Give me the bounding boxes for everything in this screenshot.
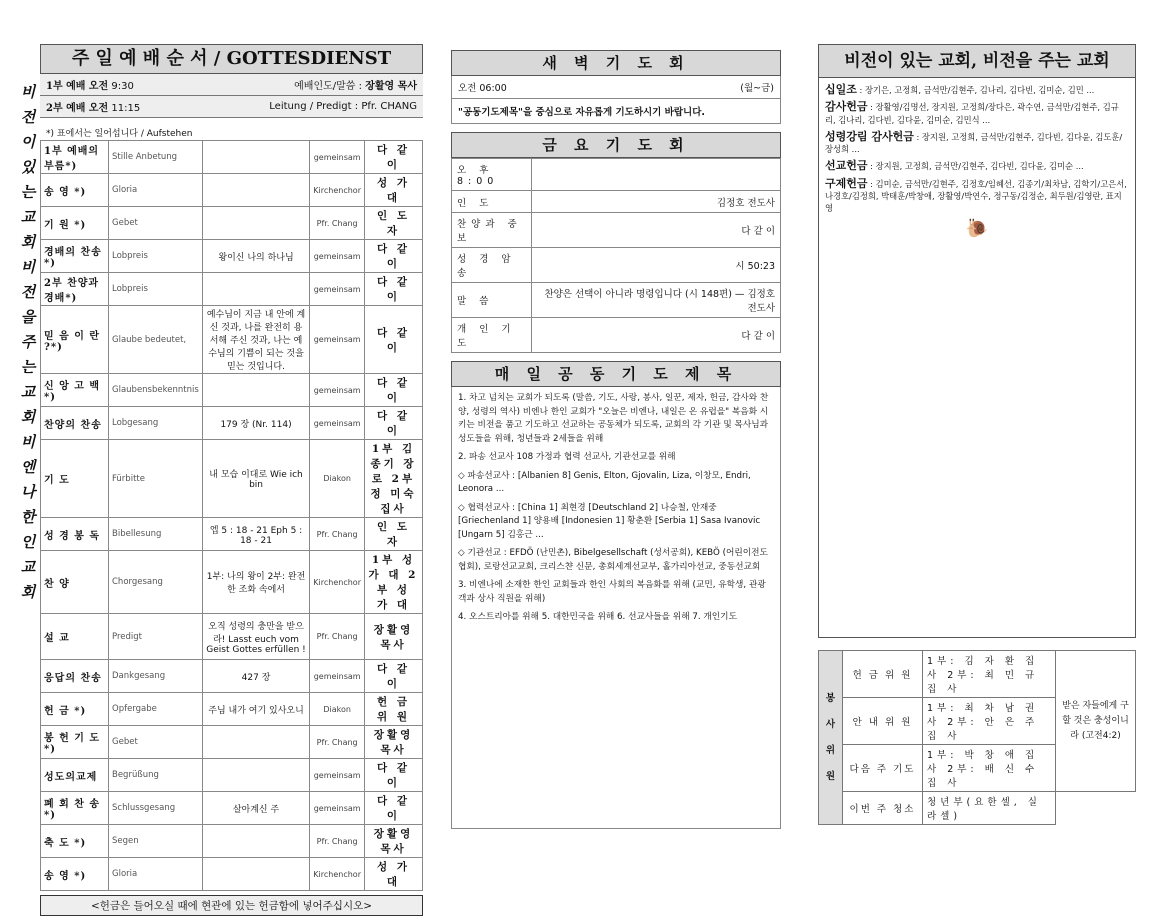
duty-verse: 받은 자들에게 구할 것은 충성이니라 (고전4:2) [1056,651,1136,792]
order-item-leader: 성 가 대 [365,858,423,891]
friday-row [452,159,781,191]
order-item-leader: 다 같 이 [365,660,423,693]
order-item-detail [202,374,310,407]
friday-row [452,248,781,283]
duty-role: 이번 주 청소 [843,792,923,825]
order-item-leader: 장활영목사 [365,825,423,858]
order-item-ko: 축 도 *) [41,825,109,858]
vertical-char: 비 [20,83,36,101]
order-item-de: Predigt [109,614,203,660]
order-item-de: Glaube bedeutet, [109,306,203,374]
vertical-char: 교 [20,208,36,226]
offerings-column [818,44,1136,825]
order-item-ko: 1부 예배의부름*) [41,141,109,174]
order-item-role: Pfr. Chang [310,518,365,551]
order-item-leader: 다 같 이 [365,759,423,792]
order-item-role: Pfr. Chang [310,614,365,660]
friday-value: 다 같 이 [532,318,781,353]
vertical-char: 나 [20,483,36,501]
prayer-topic: ◇ 파송선교사 : [Albanien 8] Genis, Elton, Gjovalin, Liza, 이창모, Endri, Leonora ... [458,470,751,494]
order-item-leader: 헌 금 위 원 [365,693,423,726]
order-item-role: gemeinsam [310,407,365,440]
dawn-note: "공동기도제목"을 중심으로 자유롭게 기도하시기 바랍니다. [451,99,781,124]
order-item-ko: 신 앙 고 백 *) [41,374,109,407]
offering-type: 십일조 [825,83,857,96]
duty-row [819,651,1136,698]
order-item-leader: 인 도 자 [365,518,423,551]
order-item-role: Kirchenchor [310,551,365,614]
duty-person: 1부: 김 자 환 집 사 2부: 최 민 규 집 사 [923,651,1056,698]
order-item-leader: 다 같 이 [365,306,423,374]
order-item-role: gemeinsam [310,273,365,306]
order-item-leader: 다 같 이 [365,240,423,273]
order-item-detail: 1부: 나의 왕이 2부: 완전한 조화 속에서 [202,551,310,614]
vertical-char: 비 [20,433,36,451]
order-item-role: Pfr. Chang [310,207,365,240]
offering-names: : 장기은, 고정희, 금석만/김현주, 김나리, 김다빈, 김미순, 김민 ... [856,85,1095,95]
worship-order-title: 주 일 예 배 순 서 / GOTTESDIENST [40,44,423,74]
order-table [40,140,423,891]
order-item-ko: 성도의교제 [41,759,109,792]
friday-value: 다 같 이 [532,213,781,248]
order-row [41,440,423,518]
offering-entry [825,131,1129,156]
order-item-de: Gebet [109,726,203,759]
order-item-role: gemeinsam [310,660,365,693]
snail-icon: 🐌 [965,217,989,239]
order-item-role: gemeinsam [310,759,365,792]
offering-entry [825,160,1129,172]
friday-row [452,191,781,213]
friday-item: 오 후 8:00 [452,159,532,191]
order-row [41,614,423,660]
offering-names: : 김미순, 금석만/김현주, 김정호/임혜선, 김종기/최차남, 김학기/고은서, 나경호/김정희, 박태훈/박창애, 장활영/박연수, 정구동/김정순, 최두원/김영란, 표지영 [825,178,1127,214]
order-item-detail: 왕이신 나의 하나님 [202,240,310,273]
order-item-ko: 경배의 찬송 *) [41,240,109,273]
vertical-char: 을 [20,308,36,326]
order-row [41,273,423,306]
vision-title: 비전이 있는 교회, 비전을 주는 교회 [818,44,1136,78]
offering-entry [825,84,1129,96]
vertical-char: 엔 [20,458,36,476]
friday-value: 찬양은 선택이 아니라 명령입니다 (시 148편) — 김정호 전도사 [532,283,781,318]
order-row [41,407,423,440]
order-item-ko: 기 원 *) [41,207,109,240]
order-row [41,660,423,693]
vertical-char: 교 [20,383,36,401]
duty-table [818,650,1136,825]
order-row [41,825,423,858]
offering-type: 감사헌금 [825,100,868,114]
duty-role: 다음 주 기도 [843,745,923,792]
vertical-char: 있 [20,158,36,176]
order-item-ko: 찬양의 찬송 [41,407,109,440]
friday-value: 김정호 전도사 [532,191,781,213]
order-item-ko: 설 교 [41,614,109,660]
order-item-ko: 송 영 *) [41,858,109,891]
order-item-de: Lobpreis [109,273,203,306]
dawn-prayer-title: 새 벽 기 도 회 [451,50,781,76]
order-item-detail [202,207,310,240]
vertical-char: 회 [20,408,36,426]
order-item-leader: 다 같 이 [365,407,423,440]
duty-side-label: 봉사위원 [819,651,843,825]
offering-names: : 장지원, 고정희, 금석만/김현주, 김다빈, 김다윤, 김미순 ... [867,161,1084,172]
offering-note: <헌금은 들어오실 때에 현관에 있는 헌금함에 넣어주십시오> [40,895,423,916]
offering-type: 구제헌금 [825,176,868,190]
offering-entry [825,101,1129,126]
order-row [41,141,423,174]
order-item-de: Glaubensbekenntnis [109,374,203,407]
order-row [41,207,423,240]
vertical-char: 회 [20,583,36,601]
prayer-topic: 2. 파송 선교사 108 가정과 협력 선교사, 기관선교를 위해 [458,452,676,462]
vertical-char: 교 [20,558,36,576]
order-item-de: Begrüßung [109,759,203,792]
order-item-leader: 다 같 이 [365,374,423,407]
order-item-ko: 응답의 찬송 [41,660,109,693]
friday-item: 인 도 [452,191,532,213]
duty-person: 1부: 박 창 애 집 사 2부: 배 신 수 집 사 [923,745,1056,792]
order-item-detail: 179 장 (Nr. 114) [202,407,310,440]
order-item-leader: 다 같 이 [365,273,423,306]
service-2: 2부 예배 오전 11:15 Leitung / Predigt : Pfr. CHANG [40,96,423,118]
order-item-de: Gloria [109,858,203,891]
order-item-leader: 다 같 이 [365,792,423,825]
order-item-de: Schlussgesang [109,792,203,825]
offering-type: 선교헌금 [825,159,868,173]
vertical-char: 는 [20,183,36,201]
order-item-role: Kirchenchor [310,858,365,891]
prayer-column [451,50,781,829]
friday-row [452,283,781,318]
order-row [41,174,423,207]
offering-names: : 장활영/김명선, 장지원, 고정희/장다은, 곽수연, 금석만/김현주, 김규리, 김나리, 김다빈, 김다윤, 김미순, 김민식 ... [825,102,1119,125]
order-row [41,306,423,374]
vertical-char: 회 [20,233,36,251]
duty-person: 청년부(요한셀, 실라셀) [923,792,1056,825]
order-item-leader: 장활영목사 [365,726,423,759]
prayer-topics-title: 매 일 공 동 기 도 제 목 [451,361,781,387]
duty-role: 헌 금 위 원 [843,651,923,698]
offering-names: : 장지원, 고정희, 금석만/김현주, 김다빈, 김다윤, 김도훈/장성희 ... [825,131,1123,155]
order-item-detail: 살아계신 주 [202,792,310,825]
vertical-char: 주 [20,333,36,351]
order-item-ko: 헌 금 *) [41,693,109,726]
order-item-role: Pfr. Chang [310,825,365,858]
vertical-char: 전 [20,283,36,301]
friday-value: 시 50:23 [532,248,781,283]
order-item-leader: 성 가 대 [365,174,423,207]
duty-role: 안 내 위 원 [843,698,923,745]
service-1: 1부 예배 오전 9:30 예배인도/말씀 : 장활영 목사 [40,74,423,96]
order-item-de: Bibellesung [109,518,203,551]
offering-type: 성령강림 감사헌금 [825,129,914,143]
prayer-topic: ◇ 협력선교사 : [China 1] 최현경 [Deutschland 2] 나승철, 안재중 [Griechenland 1] 양용배 [Indonesien 1] 황춘환 [Serbia 1] Sasa Ivanovic [Ungarn 5] 김홍근 ... [458,502,761,540]
order-item-role: Diakon [310,440,365,518]
order-item-ko: 폐 회 찬 송 *) [41,792,109,825]
order-item-detail: 엡 5 : 18 - 21 Eph 5 : 18 - 21 [202,518,310,551]
order-item-de: Lobpreis [109,240,203,273]
vertical-char: 인 [20,533,36,551]
vertical-char: 전 [20,108,36,126]
order-item-de: Gebet [109,207,203,240]
vertical-motto [18,80,38,605]
order-item-role: gemeinsam [310,374,365,407]
order-item-leader: 장활영목사 [365,614,423,660]
prayer-topic: ◇ 기관선교 : EFDÖ (난민촌), Bibelgesellschaft (성서공회), KEBÖ (어린이전도협회), 로랑선교교회, 크리스챤 신문, 총회세계선교부, 홀가리아선교, 중동선교회 [458,548,768,572]
order-item-role: Kirchenchor [310,174,365,207]
order-item-detail: 내 모습 이대로 Wie ich bin [202,440,310,518]
order-item-role: Diakon [310,693,365,726]
friday-row [452,318,781,353]
order-item-role: gemeinsam [310,141,365,174]
stand-note: *) 표에서는 일어섭니다 / Aufstehen [46,129,193,139]
order-row [41,726,423,759]
dawn-time-row: 오전 06:00 (월~금) [451,76,781,99]
prayer-topics [451,387,781,829]
vertical-char: 비 [20,258,36,276]
friday-item: 찬양과 중보 [452,213,532,248]
order-item-leader: 인 도 자 [365,207,423,240]
friday-value [532,159,781,191]
order-item-detail: 주님 내가 여기 있사오니 [202,693,310,726]
order-item-detail: 예수님이 지금 내 안에 계신 것과, 나를 완전히 용서해 주신 것과, 나는 예수님의 기쁨이 되는 것을 믿는 것입니다. [202,306,310,374]
prayer-topic: 1. 차고 넘치는 교회가 되도록 (말씀, 기도, 사랑, 봉사, 일꾼, 제자, 헌금, 감사와 찬양, 성령의 역사) 비엔나 한인 교회가 "오늘은 비엔나, 내일은 온 유럽을" 복음화 시키는 비전을 품고 기도하고 선교하는 공동체가 되도록, 교회의 각 기관 및 목사님과 성도들을 위해, 청년들과 2세들을 위해 [458,393,769,444]
order-item-ko: 찬 양 [41,551,109,614]
order-row [41,858,423,891]
order-item-ko: 봉 헌 기 도 *) [41,726,109,759]
order-item-detail [202,825,310,858]
order-item-role: Pfr. Chang [310,726,365,759]
prayer-topic: 3. 비엔나에 소재한 한인 교회들과 한인 사회의 복음화를 위해 (교민, 유학생, 관광객과 상사 직원을 위해) [458,580,766,604]
order-item-detail [202,174,310,207]
order-row [41,759,423,792]
offering-entry [825,178,1129,215]
order-row [41,792,423,825]
order-item-ko: 2부 찬양과경배*) [41,273,109,306]
duty-person: 1부: 최 차 남 권 사 2부: 안 은 주 집 사 [923,698,1056,745]
prayer-topic: 4. 오스트리아를 위해 5. 대한민국을 위해 6. 선교사들을 위해 7. 개인기도 [458,612,737,622]
order-item-role: gemeinsam [310,306,365,374]
vertical-char: 는 [20,358,36,376]
order-item-detail [202,141,310,174]
order-row [41,240,423,273]
order-item-de: Lobgesang [109,407,203,440]
order-item-role: gemeinsam [310,240,365,273]
order-row [41,551,423,614]
order-item-ko: 송 영 *) [41,174,109,207]
friday-table [451,158,781,353]
order-item-leader: 다 같 이 [365,141,423,174]
vertical-char: 한 [20,508,36,526]
order-item-de: Fürbitte [109,440,203,518]
offering-list [818,78,1136,638]
friday-item: 성 경 암 송 [452,248,532,283]
order-item-detail: 오직 성령의 충만을 받으라! Lasst euch vom Geist Gottes erfüllen ! [202,614,310,660]
order-item-leader: 1부 성 가 대 2부 성 가 대 [365,551,423,614]
order-row [41,518,423,551]
friday-row [452,213,781,248]
order-row [41,374,423,407]
order-item-de: Chorgesang [109,551,203,614]
duty-row [819,792,1136,825]
order-item-leader: 1부 김 종기 장로 2부 정 미숙 집사 [365,440,423,518]
friday-item: 개 인 기 도 [452,318,532,353]
order-item-de: Stille Anbetung [109,141,203,174]
friday-prayer-title: 금 요 기 도 회 [451,132,781,158]
order-row [41,693,423,726]
order-item-de: Dankgesang [109,660,203,693]
friday-item: 말 씀 [452,283,532,318]
order-item-de: Segen [109,825,203,858]
order-item-detail [202,726,310,759]
order-item-ko: 성 경 봉 독 [41,518,109,551]
order-item-detail [202,858,310,891]
order-item-detail [202,759,310,792]
order-item-ko: 기 도 [41,440,109,518]
vertical-char: 이 [20,133,36,151]
order-item-role: gemeinsam [310,792,365,825]
worship-order-column [40,44,423,916]
order-item-de: Gloria [109,174,203,207]
order-item-detail [202,273,310,306]
order-item-ko: 믿 음 이 란 ?*) [41,306,109,374]
order-item-de: Opfergabe [109,693,203,726]
order-item-detail: 427 장 [202,660,310,693]
